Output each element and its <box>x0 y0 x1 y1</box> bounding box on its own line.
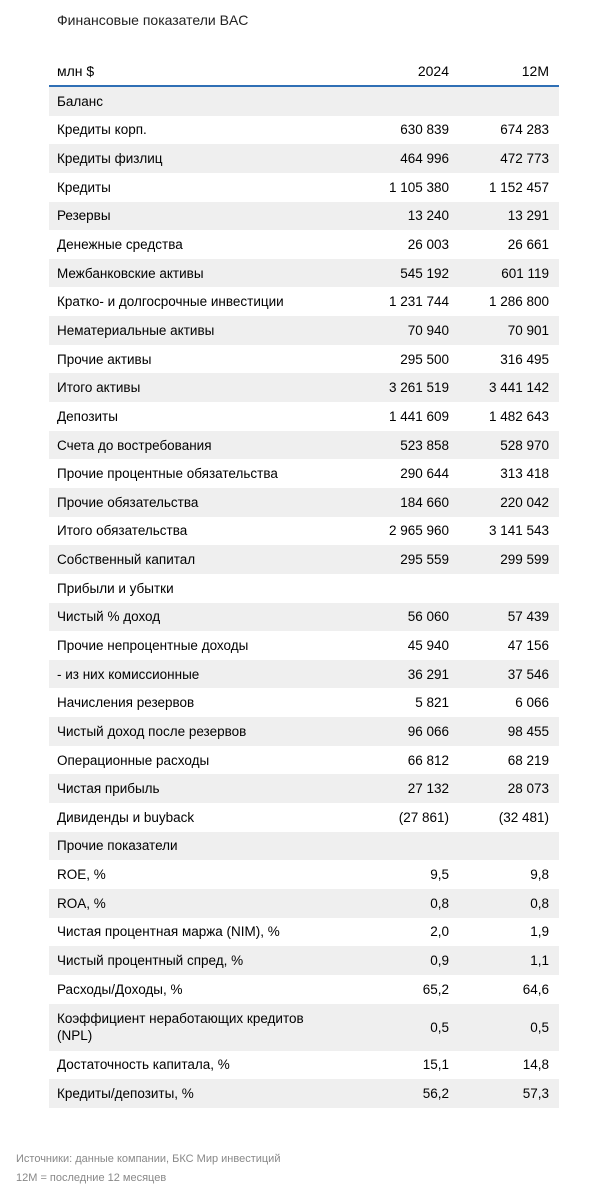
row-label: Нематериальные активы <box>57 322 215 338</box>
value-12m: 1 482 643 <box>488 408 549 424</box>
table-row <box>49 803 559 832</box>
table-row <box>49 459 559 488</box>
table-row <box>49 488 559 517</box>
value-2024: 2 965 960 <box>388 523 449 539</box>
table-row <box>49 373 559 402</box>
table-row <box>49 660 559 689</box>
row-label: Депозиты <box>57 408 118 424</box>
value-2024: 5 821 <box>415 695 449 711</box>
table-row <box>49 287 559 316</box>
row-label: Счета до востребования <box>57 437 212 453</box>
table-row <box>49 860 559 889</box>
row-label: Расходы/Доходы, % <box>57 981 183 997</box>
value-12m: 26 661 <box>507 237 549 253</box>
value-2024: 1 231 744 <box>388 294 449 310</box>
value-2024: 545 192 <box>400 265 449 281</box>
value-12m: 37 546 <box>507 666 549 682</box>
table-row <box>49 517 559 546</box>
value-2024: 0,5 <box>430 1019 449 1035</box>
value-2024: 295 500 <box>400 351 449 367</box>
header-col-12m: 12M <box>521 63 549 79</box>
value-2024: 27 132 <box>407 781 449 797</box>
row-label: Чистая прибыль <box>57 781 160 797</box>
row-label: Итого активы <box>57 380 141 396</box>
row-label: Баланс <box>57 93 103 109</box>
table-row <box>49 946 559 975</box>
value-2024: 1 105 380 <box>388 179 449 195</box>
value-12m: 674 283 <box>500 122 549 138</box>
value-2024: 36 291 <box>407 666 449 682</box>
table-row <box>49 574 559 603</box>
table-row <box>49 202 559 231</box>
row-label: Дивиденды и buyback <box>57 809 195 825</box>
row-label: Прочие показатели <box>57 838 178 854</box>
value-2024: 56 060 <box>407 609 449 625</box>
value-2024: 45 940 <box>407 637 449 653</box>
value-2024: 26 003 <box>407 237 449 253</box>
value-12m: 1,1 <box>530 953 549 969</box>
value-12m: 57,3 <box>522 1085 549 1101</box>
row-label: Прочие активы <box>57 351 152 367</box>
table-row <box>49 316 559 345</box>
page-title: Финансовые показатели BAC <box>57 12 249 28</box>
row-label: Прочие процентные обязательства <box>57 466 278 482</box>
value-12m: 472 773 <box>500 151 549 167</box>
row-label: Кредиты корп. <box>57 122 147 138</box>
value-12m: 299 599 <box>500 552 549 568</box>
financial-table <box>49 57 559 1108</box>
value-12m: 47 156 <box>507 637 549 653</box>
table-row <box>49 345 559 374</box>
table-row <box>49 688 559 717</box>
table-row <box>49 545 559 574</box>
row-label: Чистый доход после резервов <box>57 723 247 739</box>
row-label: Прочие непроцентные доходы <box>57 637 249 653</box>
row-label: Коэффициент неработающих кредитов (NPL) <box>57 1011 304 1043</box>
value-2024: 70 940 <box>407 322 449 338</box>
value-2024: 2,0 <box>430 924 449 940</box>
value-2024: 0,8 <box>430 895 449 911</box>
row-label: - из них комиссионные <box>57 666 200 682</box>
value-2024: 523 858 <box>400 437 449 453</box>
table-row <box>49 402 559 431</box>
value-12m: 313 418 <box>500 466 549 482</box>
table-row <box>49 918 559 947</box>
value-2024: 13 240 <box>407 208 449 224</box>
table-row <box>49 746 559 775</box>
table-row <box>49 173 559 202</box>
row-label: Резервы <box>57 208 111 224</box>
row-label: Достаточность капитала, % <box>57 1057 230 1073</box>
table-row <box>49 230 559 259</box>
row-label: Прибыли и убытки <box>57 580 174 596</box>
row-label: Прочие обязательства <box>57 494 199 510</box>
row-label: Итого обязательства <box>57 523 188 539</box>
row-label: Денежные средства <box>57 237 183 253</box>
value-2024: 15,1 <box>422 1057 449 1073</box>
value-12m: 28 073 <box>507 781 549 797</box>
value-12m: 14,8 <box>522 1057 549 1073</box>
value-12m: (32 481) <box>498 809 549 825</box>
value-12m: 1 286 800 <box>488 294 549 310</box>
row-label: Операционные расходы <box>57 752 210 768</box>
value-2024: 184 660 <box>400 494 449 510</box>
value-12m: 316 495 <box>500 351 549 367</box>
value-12m: 68 219 <box>507 752 549 768</box>
table-row <box>49 1051 559 1080</box>
table-header <box>49 57 559 87</box>
row-label: ROA, % <box>57 895 106 911</box>
value-2024: 0,9 <box>430 953 449 969</box>
value-12m: 64,6 <box>522 981 549 997</box>
table-row <box>49 87 559 116</box>
value-12m: 528 970 <box>500 437 549 453</box>
table-row <box>49 144 559 173</box>
table-row <box>49 774 559 803</box>
source-note: Источники: данные компании, БКС Мир инвестиций <box>16 1153 281 1165</box>
table-row <box>49 603 559 632</box>
value-12m: 13 291 <box>507 208 549 224</box>
value-12m: 0,8 <box>530 895 549 911</box>
row-label: Кратко- и долгосрочные инвестиции <box>57 294 284 310</box>
row-label: ROE, % <box>57 867 106 883</box>
value-2024: 56,2 <box>422 1085 449 1101</box>
value-2024: 96 066 <box>407 723 449 739</box>
value-2024: 65,2 <box>422 981 449 997</box>
value-2024: 9,5 <box>430 867 449 883</box>
value-12m: 98 455 <box>507 723 549 739</box>
value-2024: 464 996 <box>400 151 449 167</box>
value-12m: 1 152 457 <box>488 179 549 195</box>
table-body <box>49 87 559 1108</box>
row-label: Кредиты <box>57 179 111 195</box>
row-label: Начисления резервов <box>57 695 195 711</box>
value-2024: 3 261 519 <box>388 380 449 396</box>
header-label: млн $ <box>57 62 95 79</box>
value-12m: 57 439 <box>507 609 549 625</box>
row-label: Кредиты/депозиты, % <box>57 1085 194 1101</box>
value-12m: 6 066 <box>515 695 549 711</box>
table-row <box>49 717 559 746</box>
table-row <box>49 631 559 660</box>
value-2024: 1 441 609 <box>388 408 449 424</box>
value-2024: 295 559 <box>400 552 449 568</box>
value-2024: (27 861) <box>398 809 449 825</box>
table-row <box>49 116 559 145</box>
row-label: Чистая процентная маржа (NIM), % <box>57 924 280 940</box>
value-12m: 3 141 543 <box>488 523 549 539</box>
value-12m: 0,5 <box>530 1019 549 1035</box>
value-2024: 66 812 <box>407 752 449 768</box>
table-row <box>49 1004 559 1051</box>
row-label: Чистый % доход <box>57 609 161 625</box>
value-12m: 9,8 <box>530 867 549 883</box>
value-12m: 70 901 <box>507 322 549 338</box>
table-row <box>49 1079 559 1108</box>
table-row <box>49 889 559 918</box>
value-12m: 601 119 <box>501 265 549 281</box>
table-row <box>49 431 559 460</box>
row-label: Собственный капитал <box>57 552 196 568</box>
value-12m: 1,9 <box>530 924 549 940</box>
value-2024: 290 644 <box>400 466 449 482</box>
table-row <box>49 832 559 861</box>
value-12m: 3 441 142 <box>488 380 549 396</box>
period-note: 12M = последние 12 месяцев <box>16 1172 167 1184</box>
row-label: Чистый процентный спред, % <box>57 953 244 969</box>
table-row <box>49 259 559 288</box>
row-label: Межбанковские активы <box>57 265 204 281</box>
table-row <box>49 975 559 1004</box>
value-12m: 220 042 <box>500 494 549 510</box>
row-label: Кредиты физлиц <box>57 151 163 167</box>
value-2024: 630 839 <box>400 122 449 138</box>
header-col-2024: 2024 <box>417 63 449 79</box>
